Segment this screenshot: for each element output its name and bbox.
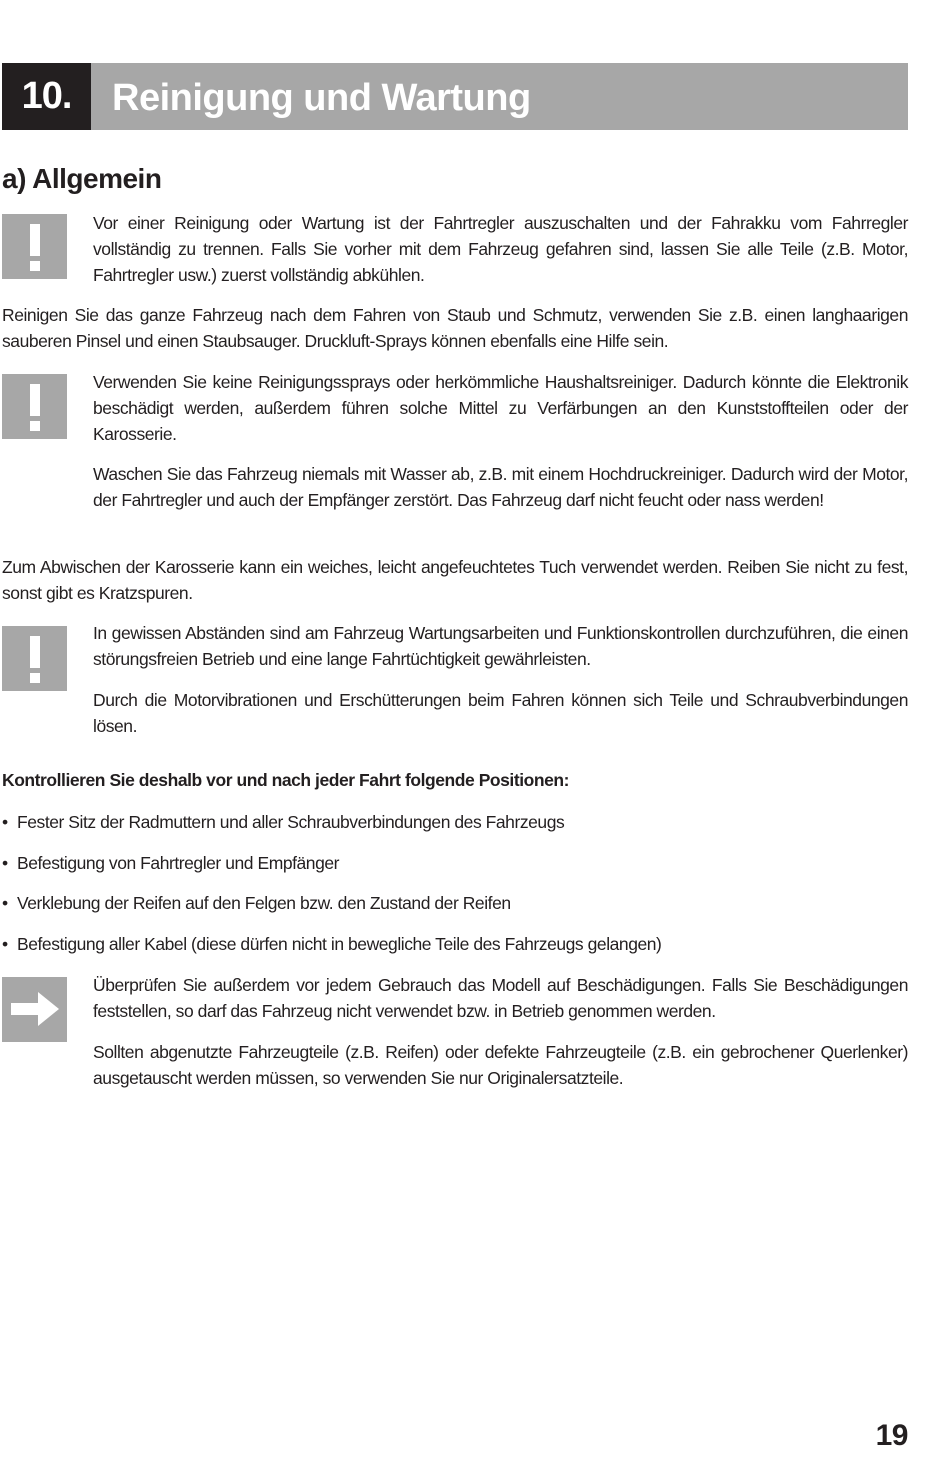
list-item (2, 809, 564, 835)
arrow-right-icon (2, 977, 67, 1042)
chapter-number: 10. (2, 63, 91, 130)
bullet-marker: • (2, 934, 8, 954)
warning-paragraph-water: Waschen Sie das Fahrzeug niemals mit Wasser ab, z.B. mit einem Hochdruckreiniger. Dadurch wird der Motor, der Fahrtregler und auch der Empfänger zerstört. Das Fahrzeug darf nicht feucht oder nass werden! (93, 464, 908, 510)
bullet-marker: • (2, 853, 8, 873)
page-number: 19 (875, 1419, 908, 1452)
checklist-heading: Kontrollieren Sie deshalb vor und nach jeder Fahrt folgende Positionen: (2, 770, 570, 790)
warning-paragraph-maintenance: In gewissen Abständen sind am Fahrzeug Wartungsarbeiten und Funktionskontrollen durchzuführen, die einen störungsfreien Betrieb und eine lange Fahrtüchtigkeit gewährleisten. (93, 623, 908, 669)
note-paragraph-inspection: Überprüfen Sie außerdem vor jedem Gebrauch das Modell auf Beschädigungen. Falls Sie Beschädigungen feststellen, so darf das Fahrzeug nicht verwendet bzw. in Betrieb genommen werden. (93, 975, 908, 1021)
list-item-text: Befestigung aller Kabel (diese dürfen nicht in bewegliche Teile des Fahrzeugs gelangen) (17, 934, 662, 954)
warning-paragraph-vibrations: Durch die Motorvibrationen und Erschütterungen beim Fahren können sich Teile und Schraubverbindungen lösen. (93, 690, 908, 736)
list-item (2, 890, 511, 916)
bullet-marker: • (2, 893, 8, 913)
note-paragraph-spare-parts: Sollten abgenutzte Fahrzeugteile (z.B. Reifen) oder defekte Fahrzeugteile (z.B. ein gebrochener Querlenker) ausgetauscht werden müssen, so verwenden Sie nur Originalersatzteile. (93, 1042, 908, 1088)
list-item-text: Fester Sitz der Radmuttern und aller Schraubverbindungen des Fahrzeugs (17, 812, 565, 832)
list-item (2, 850, 339, 876)
chapter-header (2, 63, 908, 130)
paragraph-wiping: Zum Abwischen der Karosserie kann ein weiches, leicht angefeuchtetes Tuch verwendet werden. Reiben Sie nicht zu fest, sonst gibt es Kratzspuren. (2, 557, 908, 603)
section-title: a) Allgemein (2, 163, 162, 194)
warning-paragraph-sprays: Verwenden Sie keine Reinigungssprays oder herkömmliche Haushaltsreiniger. Dadurch könnte die Elektronik beschädigt werden, außerdem führen solche Mittel zu Verfärbungen an den Kunststoffteilen oder der Karosserie. (93, 372, 908, 444)
list-item (2, 931, 661, 957)
chapter-title: Reinigung und Wartung (112, 77, 531, 119)
exclamation-icon (2, 374, 67, 439)
exclamation-icon (2, 626, 67, 691)
warning-paragraph-disconnect: Vor einer Reinigung oder Wartung ist der Fahrtregler auszuschalten und der Fahrakku vom Fahrregler vollständig zu trennen. Falls Sie vorher mit dem Fahrzeug gefahren sind, lassen Sie alle Teile (z.B. Motor, Fahrtregler usw.) zuerst vollständig abkühlen. (93, 213, 908, 285)
bullet-marker: • (2, 812, 8, 832)
exclamation-icon (2, 214, 67, 279)
list-item-text: Verklebung der Reifen auf den Felgen bzw. den Zustand der Reifen (17, 893, 511, 913)
list-item-text: Befestigung von Fahrtregler und Empfänger (17, 853, 340, 873)
paragraph-cleaning: Reinigen Sie das ganze Fahrzeug nach dem Fahren von Staub und Schmutz, verwenden Sie z.B. einen langhaarigen sauberen Pinsel und einen Staubsauger. Druckluft-Sprays können ebenfalls eine Hilfe sein. (2, 305, 908, 351)
